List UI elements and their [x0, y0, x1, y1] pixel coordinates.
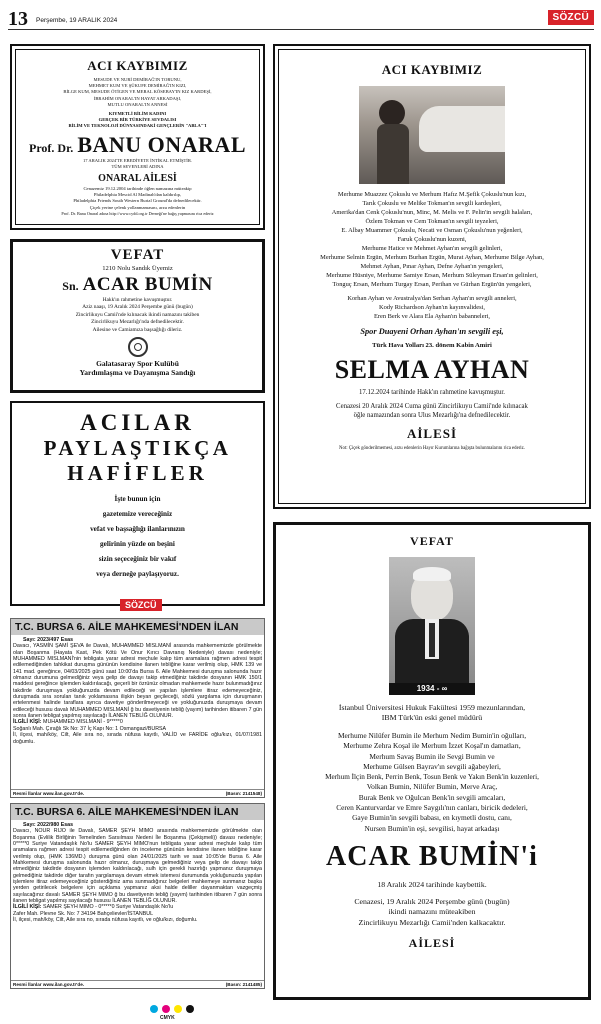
ad2-name-prefix: Sn.	[62, 279, 79, 293]
acar-bumin-photo	[389, 557, 475, 683]
ad5-photo-caption: 1934 - ∞	[389, 683, 475, 695]
ad2-org-line-1: Galatasaray Spor Kulübü	[96, 359, 179, 369]
court2-address-2: İl, ilçesi, mah/köy, Cilt, Aile sıra no, sırada nüfusa kayıtlı, ve oğlu/kızı, doğumlu.	[13, 917, 198, 924]
ad4-note: Not: Çiçek gönderilmemesi, arzu edenlerin Hayır Kurumlarına bağışta bulunmalarını rica ederiz.	[339, 446, 525, 451]
court2-contact: İLGİLİ KİŞİ: SAMER ŞEYH MIMO - 0*****0 Suriye Vatandaşlık No'lu	[13, 904, 174, 911]
page-number: 13	[8, 8, 28, 30]
header-date: Perşembe, 19 ARALIK 2024	[36, 17, 118, 24]
obituary-selma-ayhan	[273, 44, 591, 509]
ad1-date-line-1: 17 ARALIK 2024'TE EBEDİYETE İNTİKAL ETMİŞTİR.	[82, 157, 193, 163]
ad5-family: AİLESİ	[408, 936, 456, 951]
promo-body: İşte bunun için gazetemize vereceğiniz vefat ve başsağlığı ilanlarınızın gelirinin yüzde on beşini sizin seçeceğiniz bir vakıf veya derneğe paylaşıyoruz.	[90, 495, 185, 578]
ad2-name: ACAR BUMİN	[82, 274, 213, 295]
court-notice-2	[10, 803, 265, 989]
ad1-roles: KIYMETLİ BİLİM KADINI GERÇEK BİR TÜRKİYE SEVDALISI BİLİM VE TEKNOLOJİ DÜNYASINDAKİ GENÇLERİN "ABLA"'I	[68, 111, 207, 129]
ad1-name: BANU ONARAL	[77, 131, 246, 157]
ad4-role-line: Türk Hava Yolları 23. dönem Kabin Amiri	[372, 342, 492, 349]
obituary-galatasaray	[10, 239, 265, 393]
ad4-title: ACI KAYBIMIZ	[381, 62, 483, 77]
court1-address-2: İl, ilçesi, mah/köy, Cilt, Aile sıra no, sırada nüfusa kayıtlı, VALİD ve FARİDE oğlu/kızı, 01/07/1981 doğumlu.	[13, 732, 262, 745]
sozcu-promo	[10, 401, 265, 610]
ad2-lines: Hakk'ın rahmetine kavuşmuştur. Aziz naaşı, 19 Aralık 2024 Perşembe günü (bugün) Zincirlikuyu Camii'nde kılınacak ikindi namazını takiben Zincirlikuyu Mezarlığı'nda defnedilecektir. Ailesine ve Camiamıza başsağlığı dileriz.	[75, 297, 200, 333]
ad4-family: AİLESİ	[406, 426, 458, 441]
ad5-title: VEFAT	[410, 534, 454, 548]
promo-line-3: HAFİFLER	[67, 461, 208, 485]
ad5-bio: İstanbul Üniversitesi Hukuk Fakültesi 1959 mezunlarından, IBM Türk'ün eski genel müdürü	[338, 703, 526, 722]
ad1-family: ONARAL AİLESİ	[98, 173, 177, 185]
ad4-spouse-line: Spor Duayeni Orhan Ayhan'ın sevgili eşi,	[360, 327, 504, 336]
ad2-org-line-2: Yardımlaşma ve Dayanışma Sandığı	[79, 368, 196, 378]
obituary-acar-bumin	[273, 522, 591, 1000]
court2-footer-right: (Basın: 2141485)	[225, 982, 262, 987]
promo-line-2: PAYLAŞTIKÇA	[43, 436, 232, 460]
court1-footer-right: (Basın: 2141548)	[225, 791, 262, 796]
promo-line-1: ACILAR	[80, 410, 195, 435]
ad5-funeral: Cenazesi, 19 Aralık 2024 Perşembe günü (bugün) ikindi namazını müteakiben Zincirlikuyu Mezarlığı Camii'nden kalkacaktır.	[354, 896, 510, 927]
court1-address: Soğanlı Mah. Çırağlı Sk No: 37 İç Kapı No: 1 Osmangazi/BURSA	[13, 725, 167, 732]
court2-case-no: Sayı: 2022/980 Esas	[23, 822, 74, 828]
court1-body: Davacı, YASMİN ŞAMİ ŞEVA ile Davalı, MUHAMMED MISLMANİ arasında mahkememizde görülmekte olan Boşanma (Hayata Kast, Pek Kötü Ve Onur Kırıcı Davranış Nedeniyle) davası nedeniyle; MUHAMMED MISLMANİ'nin tebligata yarar adresi meçhule kalıp tüm aramalara rağmen adresi tespit edilemediğinden tahkikat duruşma gününün kendisine ilanen tebliğine karar verilmiş olup, HMK 139 ve 141 mad. gereğince, 04/03/2025 günü saat 10:00'da Bursa 6. Aile Mahkemesi duruşma salonunda hazır olmanız durumuna gelmediğiniz veya gelip de davayı takip etmediğiniz takdirde dosyanın HMK 150/1 maddesi gereğince işlemden kaldırılacağı, geçerli bir özrünüz olmadan mahkemede hazır bulunmadığınız takdirde duruşmaya yokluğunuzda devam edileceği ve yapılan işlemlere itiraz edemeyeceğiniz, duruşmada sıra sorulan tanık yoklamasına ilişkin beyan geçileceği, sözlü yargılama için duruşmanın ertelenmesi halinde taraflara ayrıca davetiye gönderilmeyeceği ve yokluğunuzda duruşmaya devam edileceği hususu davalı MUHAMMED MISLMANİ ğ bu davetiyenin tebliğ (yayım) tarihinden itibaren 7 gün sonra ilanen tebligat yapılmış sayılacağı İLANEN TEBLİĞ OLUNUR.	[13, 643, 262, 720]
yellow-dot-icon	[174, 1005, 182, 1013]
court1-title: T.C. BURSA 6. AİLE MAHKEMESİ'NDEN İLAN	[11, 619, 264, 635]
court2-title: T.C. BURSA 6. AİLE MAHKEMESİ'NDEN İLAN	[11, 804, 264, 820]
ad1-name-prefix: Prof. Dr.	[28, 140, 74, 155]
magenta-dot-icon	[162, 1005, 170, 1013]
court2-address: Zafer Mah. Plevne Sk. No: 7 34194 Bahçelievler/İSTANBUL	[13, 910, 154, 917]
court1-footer-left: Resmi İlanlar www.ilan.gov.tr'de.	[13, 791, 85, 796]
promo-logo: SÖZCÜ	[120, 599, 162, 611]
cmyk-marks	[150, 1005, 210, 1023]
ad4-funeral: Cenazesi 20 Aralık 2024 Cuma günü Zincirlikuyu Camii'nde kılınacak öğle namazından sonra Ulus Mezarlığı'na defnedilecektir.	[336, 403, 528, 419]
ad2-name-line	[13, 274, 262, 296]
header-divider	[8, 29, 594, 30]
court1-case-no: Sayı: 2023/497 Esas	[23, 637, 74, 643]
ad5-date-line: 18 Aralık 2024 tarihinde kaybettik.	[377, 879, 487, 889]
ad1-date-line-2: TÜM SEVENLERİ ADINA	[111, 163, 164, 169]
header-logo: SÖZCÜ	[548, 10, 595, 25]
ad1-relations: MESUDE VE NURİ DEMİRAĞ'IN TORUNU, MEHMET KUM VE ŞÜKUFE DEMİRAĞ'IN KIZI, BİLGE KUM, MESUDE ÖTİGEN VE MERAL KÖSEBAY'IN KIZ KARDEŞİ, İBRAHİM ONARAL'IN HAYAT ARKADAŞI, MUTLU ONARAL'IN ANNESİ	[63, 77, 212, 107]
ad4-name: SELMA AYHAN	[334, 355, 530, 384]
court2-body: Davacı, NOUR RIJO ile Davalı, SAMER ŞEYH MIMO arasında mahkememizde görülmekte olan Boşanma (Evlilik Birliğinin Temelinden Sarsılması Nedeni İle Boşanma (Çekişmeli)) davası nedeniyle; 0*****0 Suriye Vatandaşlık No'lu SAMER ŞEYH MIMO'nun tebligata yarar adresi meçhule kalıp tüm aramalara rağmen adresi tespit edilemediğinden ön inceleme gününün kendisine ilanen tebliğine karar verilmiş olup, (HMK 136MD.) duruşma günü olan 24/01/2025 tarih ve saat 10:05'de Bursa 6. Aile Mahkemesi duruşma salonunda hazır olmanız, duruşmaya gelmediğiniz veya gelip de davayı takip etmediğiniz takdirde dosyanın işlemden kaldırılacağı, sulh için gerekli hazırlığı yapmanız duruşmaya gelmediğiniz takdirde diğer tarafın yargılamaya devam etmek istemesi durumunda yokluğunuzda yapılan işlemlere itiraz edemeyeceğiniz gösterdiğiniz ama sunmadığınız belgeleri mahkemeye sunmanız başka yerden getirilecek belgelere için açıklama yapmanız aksi halde deliller dayanmaktan vazgeçmiş sayılacağınız davalı SAMER ŞEYH MIMO ğ bu davetiyenin tebliğ (yayım) tarihinden itibaren 7 gün sonra ilanen tebligat yapılmış sayılacağı hususu İLANEN TEBLİĞ OLUNUR.	[13, 828, 262, 905]
ad4-date-line: 17.12.2024 tarihinde Hakk'ın rahmetine kavuşmuştur.	[358, 389, 505, 396]
ad5-relations: Merhume Nilüfer Bumin ile Merhum Nedim Bumin'in oğulları, Merhume Zehra Koşal ile Merhum İzzet Koşal'ın damatları, Merhum Savaş Bumin ile Sevgi Bumin ve Merhume Gülsen Bayrav'ın sevgili ağabeyleri, Merhum İlçin Benk, Perrin Benk, Tosun Benk ve Yakın Benk'in kuzenleri, Volkan Bumin, Nilüfer Bumin, Merve Araç, Burak Benk ve Oğulcan Benk'in sevgili amcaları, Ceren Kanturvardar ve Emre Saygılı'nın canları, biricik dedeleri, Gaye Bumin'in sevgili babası, en kıymetli dostu, canı, Nursen Bumin'in eşi, sevgilisi, hayat arkadaşı	[325, 731, 539, 833]
cyan-dot-icon	[150, 1005, 158, 1013]
ad1-name-line	[16, 132, 259, 158]
selma-ayhan-photo	[359, 86, 505, 184]
galatasaray-emblem-icon	[128, 337, 148, 357]
court1-contact: İLGİLİ KİŞİ: MUHAMMED MISLMANİ - 9*****0	[13, 719, 123, 726]
court2-footer-left: Resmi İlanlar www.ilan.gov.tr'de.	[13, 982, 85, 987]
ad2-title: VEFAT	[110, 247, 165, 263]
court-notice-1	[10, 618, 265, 798]
ad4-relations: Merhume Muazzez Çokuslu ve Merhum Hafız M.Şefik Çokuslu'nun kızı, Tarık Çokuslu ve Melike Tokman'ın sevgili kardeşleri, Amerika'dan Cenk Çokuslu'nun, Minc, M. Melis ve F. Pelin'in sevgili halaları, Özlem Tokman ve Cem Tokman'ın sevgili teyzeleri, E. Albay Muammer Çokuslu, Necati ve Osman Çokuslu'nun yeğenleri, Faruk Çokuslu'nun kuzeni, Merhume Hatice ve Mehmet Ayhan'ın sevgili gelinleri, Merhume Selmin Ergün, Merhum Burhan Ergün, Murat Ayhan, Merhume Bilge Ayhan, Mehmet Ayhan, Pınar Ayhan, Defne Ayhan'ın yengeleri, Merhume Hüsniye, Merhume Samiye Ersan, Merhum Süleyman Ersan'ın gelinleri, Tonguç Ersan, Merhum Turgay Ersan, Perihan ve Gürhan Ergün'ün yengeleri, Korhan Ayhan ve Avustralya'dan Serhan Ayhan'ın sevgili anneleri, Kody Richardson Ayhan'ın kayınvalidesi, Eren Berk ve Alara Ela Ayhan'ın babanneleri,	[320, 191, 544, 320]
ad1-title: ACI KAYBIMIZ	[87, 58, 188, 73]
ad2-member-no: 1210 Nolu Sandık Üyemiz	[102, 265, 173, 272]
ad5-name: ACAR BUMİN'i	[326, 840, 538, 872]
cmyk-label: CMYK	[160, 1015, 175, 1021]
black-dot-icon	[186, 1005, 194, 1013]
page-header	[8, 8, 594, 30]
obituary-banu-onaral	[10, 44, 265, 230]
ad1-notes: Cenazemiz 19.12.2004 tarihinde öğlen namazına müteakip Philadelphia Mescid Al Madinah'dan kaldırılıp, Philadelphia Friends South Western Burial Ground'da defnedilecektir. Çiçek yerine çelenk yollanmamasını, arzu edenlerin Prof. Dr. Banu Onaral adına http://www.cydd.org.tr Derneği'ne bağış yapmasını rica ederiz	[61, 186, 214, 216]
